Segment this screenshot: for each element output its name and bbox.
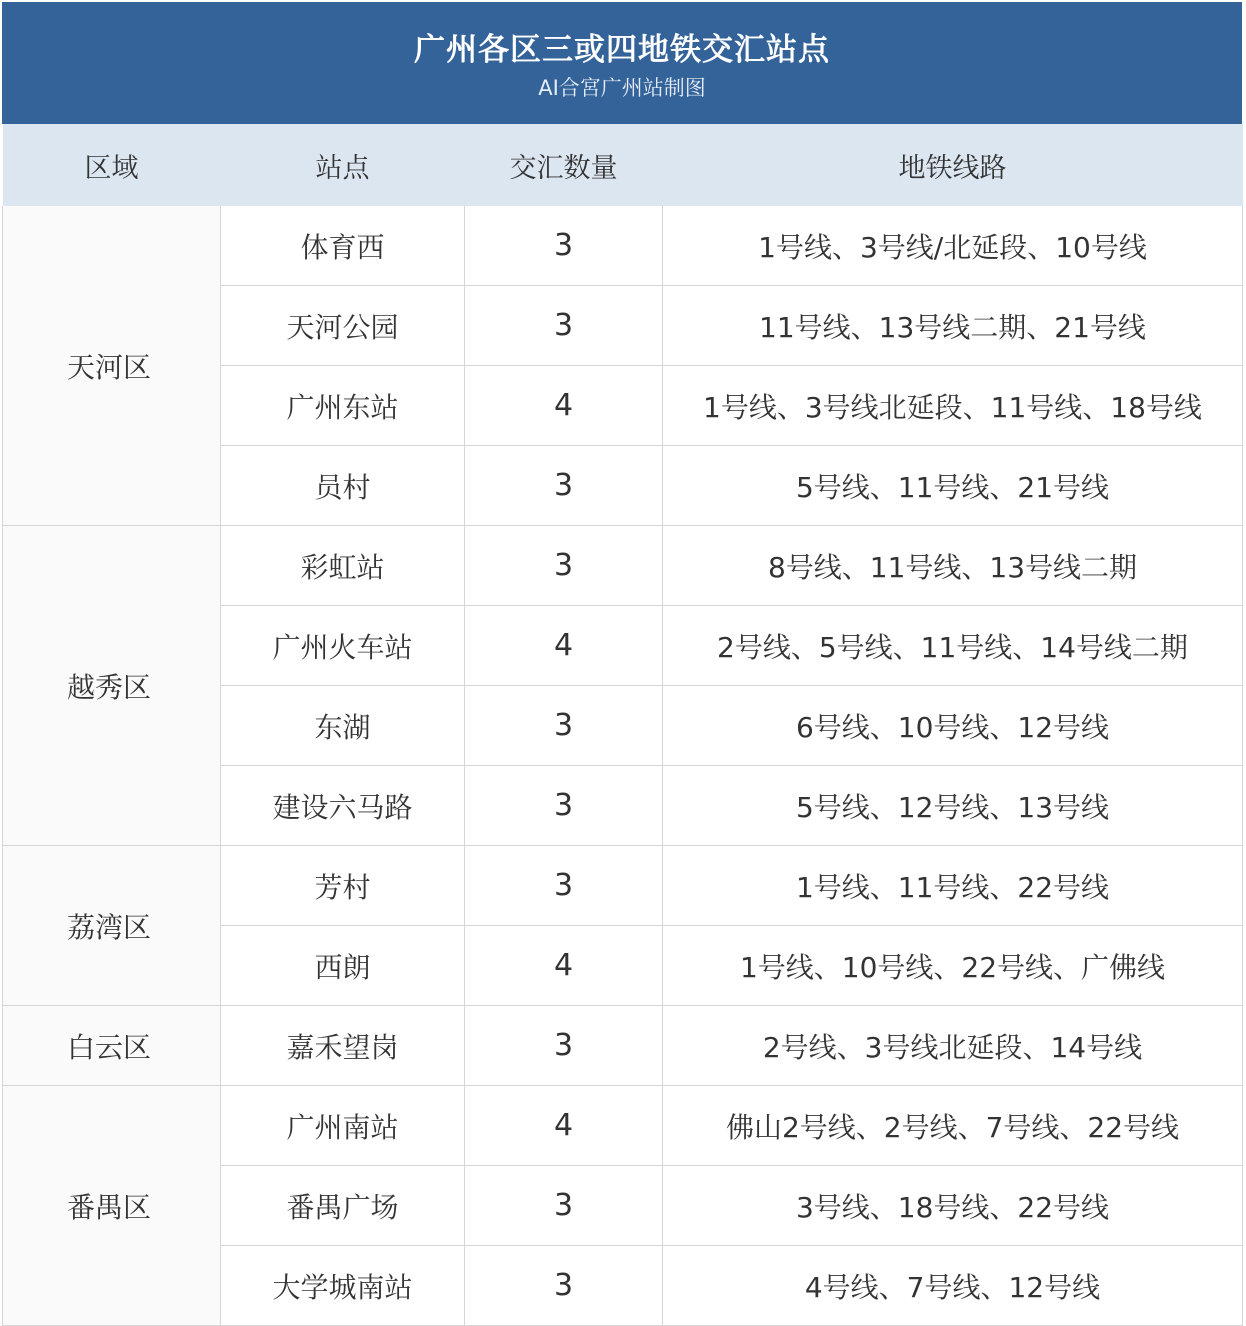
count-cell: 3 [465, 1246, 663, 1326]
page-title: 广州各区三或四地铁交汇站点 [414, 32, 830, 68]
table-row [3, 526, 1243, 606]
lines-cell: 8号线、11号线、13号线二期 [663, 526, 1243, 606]
count-cell: 4 [465, 366, 663, 446]
table-row [3, 1006, 1243, 1086]
count-cell: 3 [465, 446, 663, 526]
column-header-count: 交汇数量 [465, 124, 663, 206]
lines-cell: 5号线、11号线、21号线 [663, 446, 1243, 526]
count-cell: 3 [465, 286, 663, 366]
lines-cell: 3号线、18号线、22号线 [663, 1166, 1243, 1246]
count-cell: 4 [465, 1086, 663, 1166]
column-header-lines: 地铁线路 [663, 124, 1243, 206]
station-cell: 员村 [221, 446, 465, 526]
table-body [3, 206, 1243, 1326]
station-cell: 芳村 [221, 846, 465, 926]
count-cell: 3 [465, 686, 663, 766]
station-cell: 体育西 [221, 206, 465, 286]
station-cell: 建设六马路 [221, 766, 465, 846]
station-cell: 番禺广场 [221, 1166, 465, 1246]
count-cell: 3 [465, 1006, 663, 1086]
lines-cell: 2号线、5号线、11号线、14号线二期 [663, 606, 1243, 686]
lines-cell: 4号线、7号线、12号线 [663, 1246, 1243, 1326]
district-cell: 荔湾区 [3, 846, 221, 1006]
station-cell: 大学城南站 [221, 1246, 465, 1326]
district-cell: 番禺区 [3, 1086, 221, 1326]
lines-cell: 1号线、3号线北延段、11号线、18号线 [663, 366, 1243, 446]
column-header-district: 区域 [3, 124, 221, 206]
station-cell: 天河公园 [221, 286, 465, 366]
count-cell: 3 [465, 526, 663, 606]
station-cell: 广州东站 [221, 366, 465, 446]
station-cell: 彩虹站 [221, 526, 465, 606]
station-cell: 嘉禾望岗 [221, 1006, 465, 1086]
lines-cell: 11号线、13号线二期、21号线 [663, 286, 1243, 366]
count-cell: 3 [465, 846, 663, 926]
page-subtitle: AI合宮广州站制图 [538, 76, 706, 100]
title-banner [2, 2, 1242, 124]
lines-cell: 6号线、10号线、12号线 [663, 686, 1243, 766]
column-header-station: 站点 [221, 124, 465, 206]
district-cell: 白云区 [3, 1006, 221, 1086]
lines-cell: 佛山2号线、2号线、7号线、22号线 [663, 1086, 1243, 1166]
district-cell: 越秀区 [3, 526, 221, 846]
interchange-table [2, 124, 1243, 1326]
count-cell: 4 [465, 606, 663, 686]
table-row [3, 846, 1243, 926]
district-cell: 天河区 [3, 206, 221, 526]
lines-cell: 1号线、10号线、22号线、广佛线 [663, 926, 1243, 1006]
count-cell: 3 [465, 1166, 663, 1246]
table-row [3, 1086, 1243, 1166]
lines-cell: 1号线、3号线/北延段、10号线 [663, 206, 1243, 286]
lines-cell: 1号线、11号线、22号线 [663, 846, 1243, 926]
station-cell: 广州南站 [221, 1086, 465, 1166]
count-cell: 3 [465, 206, 663, 286]
count-cell: 3 [465, 766, 663, 846]
table-row [3, 206, 1243, 286]
station-cell: 西朗 [221, 926, 465, 1006]
lines-cell: 5号线、12号线、13号线 [663, 766, 1243, 846]
station-cell: 广州火车站 [221, 606, 465, 686]
table-header-row [3, 124, 1243, 206]
lines-cell: 2号线、3号线北延段、14号线 [663, 1006, 1243, 1086]
station-cell: 东湖 [221, 686, 465, 766]
count-cell: 4 [465, 926, 663, 1006]
